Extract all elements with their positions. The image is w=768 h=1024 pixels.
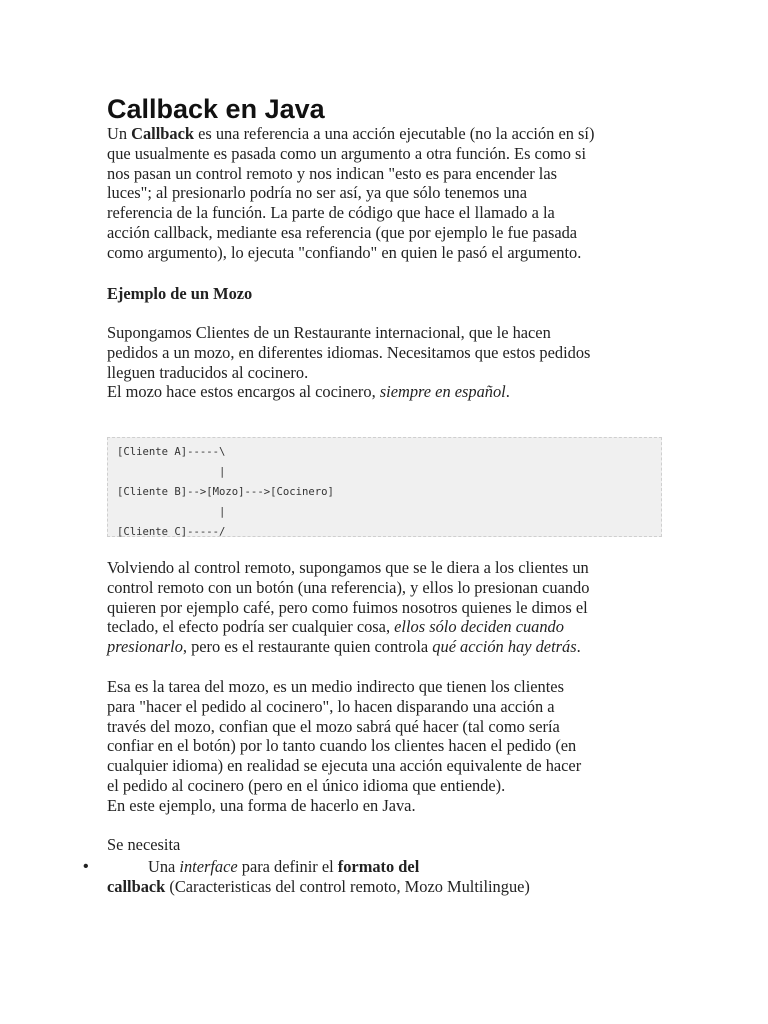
italic-text: interface bbox=[179, 857, 238, 876]
text-run: pedidos a un mozo, en diferentes idiomas. Necesitamos que estos pedidos bbox=[107, 342, 591, 362]
text-run: el pedido al cocinero (pero en el único idioma que entiende). bbox=[107, 775, 506, 795]
text-line bbox=[107, 677, 667, 697]
mozo-task-paragraph bbox=[107, 677, 667, 816]
italic-text: qué acción hay detrás bbox=[432, 637, 577, 657]
text-run: En este ejemplo, una forma de hacerlo en Java. bbox=[107, 795, 416, 815]
text-run: que usualmente es pasada como un argumento a otra función. Es como si bbox=[107, 143, 586, 163]
text-run: confiar en el botón) por lo tanto cuando los clientes hacen el pedido (en bbox=[107, 736, 577, 756]
text-run: cualquier idioma) en realidad se ejecuta una acción equivalente de hacer bbox=[107, 756, 582, 776]
text-line bbox=[107, 223, 667, 243]
text-line bbox=[107, 578, 667, 598]
text-run: para "hacer el pedido al cocinero", lo hacen disparando una acción a bbox=[107, 696, 555, 716]
text-run: Un bbox=[107, 124, 132, 143]
text-line bbox=[107, 776, 667, 796]
text-run: luces"; al presionarlo podría no ser así, ya que sólo tenemos una bbox=[107, 183, 527, 203]
text-run: (Caracteristicas del control remoto, Mozo Multilingue) bbox=[165, 876, 530, 896]
text-line bbox=[107, 382, 667, 402]
text-run: teclado, el efecto podría ser cualquier cosa, bbox=[107, 617, 395, 637]
text-line bbox=[107, 877, 667, 897]
remote-control-paragraph bbox=[107, 558, 667, 657]
text-line bbox=[107, 183, 667, 203]
code-line: [Cliente B]-->[Mozo]--->[Cocinero] bbox=[117, 485, 334, 498]
text-line bbox=[107, 203, 667, 223]
text-run: Esa es la tarea del mozo, es un medio indirecto que tienen los clientes bbox=[107, 677, 564, 696]
text-run: es una referencia a una acción ejecutable (no la acción en sí) bbox=[193, 124, 595, 143]
text-line bbox=[107, 637, 667, 657]
bullet-marker: • bbox=[83, 858, 89, 875]
bold-text: callback bbox=[107, 876, 166, 896]
text-line bbox=[107, 343, 667, 363]
code-line: | bbox=[117, 505, 226, 518]
text-line bbox=[107, 697, 667, 717]
text-run: Supongamos Clientes de un Restaurante internacional, que le hacen bbox=[107, 323, 551, 342]
text-line bbox=[107, 323, 667, 343]
text-run: acción callback, mediante esa referencia (que por ejemplo le fue pasada bbox=[107, 222, 578, 242]
text-line bbox=[107, 617, 667, 637]
text-line bbox=[107, 598, 667, 618]
text-run: quieren por ejemplo café, pero como fuimos nosotros quienes le dimos el bbox=[107, 597, 588, 617]
page-title: Callback en Java bbox=[107, 94, 325, 124]
text-run: . bbox=[576, 637, 581, 657]
text-line bbox=[107, 717, 667, 737]
text-run: lleguen traducidos al cocinero. bbox=[107, 362, 309, 382]
text-line bbox=[107, 756, 667, 776]
text-line bbox=[107, 558, 667, 578]
code-line: | bbox=[117, 465, 226, 478]
text-run: través del mozo, confian que el mozo sabrá qué hacer (tal como sería bbox=[107, 716, 560, 736]
section-heading: Ejemplo de un Mozo bbox=[107, 284, 253, 303]
text-run: Volviendo al control remoto, supongamos que se le diera a los clientes un bbox=[107, 558, 589, 577]
code-block bbox=[107, 437, 662, 537]
text-run: como argumento), lo ejecuta "confiando" en quien le pasó el argumento. bbox=[107, 242, 582, 262]
text-run: para definir el bbox=[237, 857, 338, 876]
text-line bbox=[107, 164, 667, 184]
needs-label: Se necesita bbox=[107, 835, 181, 854]
text-line bbox=[107, 736, 667, 756]
text-run: nos pasan un control remoto y nos indican "esto es para encender las bbox=[107, 163, 558, 183]
text-line bbox=[107, 124, 667, 144]
text-line bbox=[107, 857, 667, 877]
bullet-list-item bbox=[83, 857, 667, 897]
text-line bbox=[107, 796, 667, 816]
italic-text: ellos sólo deciden cuando bbox=[394, 617, 564, 637]
italic-text: presionarlo bbox=[107, 637, 183, 657]
bold-text: formato del bbox=[337, 857, 420, 876]
text-run: , pero es el restaurante quien controla bbox=[182, 637, 433, 657]
text-run: El mozo hace estos encargos al cocinero, bbox=[107, 382, 380, 402]
text-line bbox=[107, 243, 667, 263]
text-run: . bbox=[505, 382, 510, 402]
code-line: [Cliente A]-----\ bbox=[117, 446, 226, 458]
text-line bbox=[107, 363, 667, 383]
italic-text: siempre en español bbox=[379, 382, 506, 402]
text-run: referencia de la función. La parte de código que hace el llamado a la bbox=[107, 203, 555, 223]
bullet-text bbox=[107, 857, 667, 897]
intro-paragraph bbox=[107, 124, 667, 263]
bold-text: Callback bbox=[131, 124, 194, 143]
text-run: Una bbox=[107, 857, 180, 876]
text-line bbox=[107, 144, 667, 164]
code-line: [Cliente C]-----/ bbox=[117, 525, 226, 538]
example-paragraph bbox=[107, 323, 667, 402]
text-run: control remoto con un botón (una referencia), y ellos lo presionan cuando bbox=[107, 577, 590, 597]
